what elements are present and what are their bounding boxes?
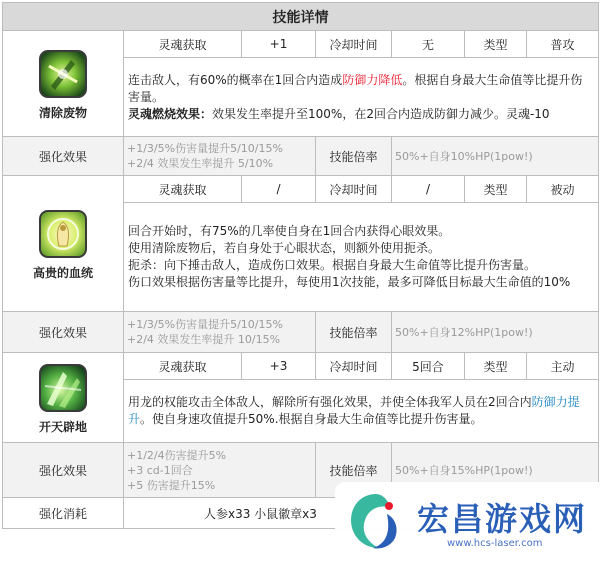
enhance-label: 强化效果	[3, 137, 124, 176]
soul-gain-label: 灵魂获取	[124, 31, 242, 58]
soul-burn-label: 灵魂燃烧效果：	[128, 106, 213, 121]
type-label: 类型	[465, 353, 527, 380]
enhance-effects: +1/2/4伤害提升5% +3 cd-1回合 +5 伤害提升15%	[124, 443, 316, 498]
multiplier-value: 50%+自身10%HP(1pow!)	[392, 137, 599, 176]
multiplier-label: 技能倍率	[316, 443, 392, 498]
cooldown-value: 5回合	[392, 353, 465, 380]
cooldown-label: 冷却时间	[316, 353, 392, 380]
type-label: 类型	[465, 31, 527, 58]
skill-description: 用龙的权能攻击全体敌人，解除所有强化效果，并使全体我军人员在2回合内防御力提升。使自身速攻值提升50%.根据自身最大生命值等比提升伤害量。	[124, 380, 599, 443]
cooldown-value: /	[392, 176, 465, 203]
skill-heaven-earth-icon[interactable]	[39, 364, 87, 412]
skill-description: 回合开始时，有75%的几率使自身在1回合内获得心眼效果。 使用清除废物后，若自身处于心眼状态，则额外使用扼杀。 扼杀：向下捶击敌人，造成伤口效果。根据自身最大生命值等比提升伤害量。 伤口效果根据伤害量等比提升，每使用1次技能，最多可降低目标最大生命值的10%	[124, 203, 599, 312]
soul-gain-value: /	[242, 176, 316, 203]
watermark-text: 宏昌游戏网	[417, 500, 588, 538]
multiplier-value: 50%+自身15%HP(1pow!)	[392, 443, 599, 498]
buff-keyword: 防御力提升	[128, 395, 580, 426]
enhance-label: 强化效果	[3, 443, 124, 498]
skill-details-table	[2, 2, 599, 529]
multiplier-label: 技能倍率	[316, 312, 392, 353]
debuff-keyword: 防御力降低	[342, 72, 403, 87]
skill-cell	[3, 176, 124, 312]
type-value: 被动	[527, 176, 599, 203]
skill-name: 高贵的血统	[32, 266, 93, 280]
skill-name: 开天辟地	[38, 420, 87, 434]
watermark-url: www.hcs-laser.com	[447, 538, 543, 549]
skill-cell	[3, 353, 124, 443]
soul-gain-value: +3	[242, 353, 316, 380]
enhance-effects: +1/3/5%伤害量提升5/10/15% +2/4 效果发生率提升 10/15%	[124, 312, 316, 353]
type-value: 普攻	[527, 31, 599, 58]
skill-name: 清除废物	[38, 106, 87, 120]
cooldown-value: 无	[392, 31, 465, 58]
enhance-effects: +1/3/5%伤害量提升5/10/15% +2/4 效果发生率提升 5/10%	[124, 137, 316, 176]
soul-gain-label: 灵魂获取	[124, 353, 242, 380]
multiplier-value: 50%+自身12%HP(1pow!)	[392, 312, 599, 353]
type-label: 类型	[465, 176, 527, 203]
enhance-label: 强化效果	[3, 312, 124, 353]
skill-noble-blood-icon[interactable]	[39, 210, 87, 258]
table-title: 技能详情	[3, 3, 599, 31]
soul-gain-label: 灵魂获取	[124, 176, 242, 203]
multiplier-label: 技能倍率	[316, 137, 392, 176]
watermark-logo-icon	[343, 488, 409, 554]
skill-description: 连击敌人，有60%的概率在1回合内造成防御力降低。根据自身最大生命值等比提升伤害量。 灵魂燃烧效果：效果发生率提升至100%，在2回合内造成防御力减少。灵魂-10	[124, 58, 599, 137]
consume-value: 人参x33 小鼠徽章x3	[124, 498, 599, 529]
type-value: 主动	[527, 353, 599, 380]
cooldown-label: 冷却时间	[316, 31, 392, 58]
consume-label: 强化消耗	[3, 498, 124, 529]
cooldown-label: 冷却时间	[316, 176, 392, 203]
skill-cell	[3, 31, 124, 137]
watermark	[335, 482, 600, 561]
soul-gain-value: +1	[242, 31, 316, 58]
skill-clear-waste-icon[interactable]	[39, 50, 87, 98]
